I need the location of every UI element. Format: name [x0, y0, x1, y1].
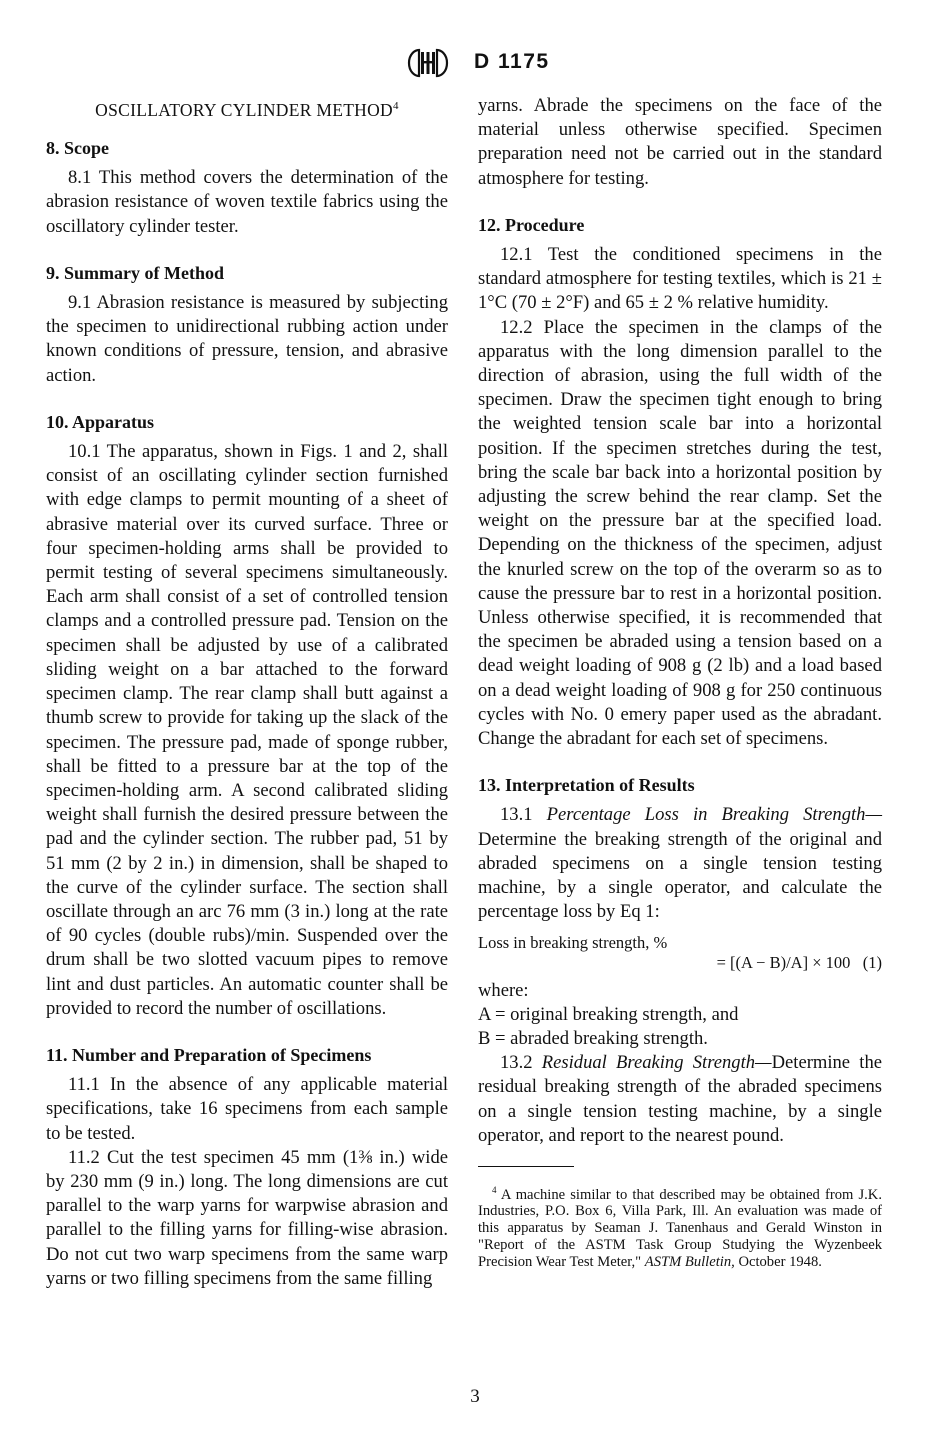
paragraph: 11.1 In the absence of any applicable material specifications, take 16 specimens from each sample to be tested. — [46, 1074, 448, 1144]
variable-definition: A = original breaking strength, and — [478, 1003, 739, 1025]
paragraph: 11.2 Cut the test specimen 45 mm (1⅜ in.) wide by 230 mm (9 in.) long. The long dimensions are cut parallel to the warp yarns for warpwise abrasion and parallel to the filling yarns for filling-wise abrasion. Do not cut two warp specimens from the same warp yarns or two filling specimens from the same filling — [46, 1146, 448, 1289]
section-interpretation — [478, 773, 882, 1148]
paragraph: 10.1 The apparatus, shown in Figs. 1 and 2, shall consist of an oscillating cylinder section furnished with edge clamps to permit mounting of a sheet of abrasive material over its curved surface. Three or four specimen-holding arms shall be provided to permit testing of several specimens simultaneously. Each arm shall consist of a set of controlled tension clamps and a controlled pressure pad. Tension on the specimen shall be adjusted by use of a calibrated sliding weight on a bar attached to the forward specimen clamp. The rear clamp shall butt against a thumb screw to provide for taking up the slack of the specimen. The pressure pad, made of sponge rubber, shall be fitted to a pressure bar at the top of the specimen-holding arm. A second calibrated sliding weight shall furnish the desired pressure between the pad and the cylinder section. The rubber pad, 51 by 51 mm (2 by 2 in.) in dimension, shall be shaped to the curve of the cylinder surface. The section shall oscillate through an arc 76 mm (3 in.) long at the rate of 90 cycles (double rubs)/min. Suspended over the drum shall be two slotted vacuum pipes to remove lint and dust particles. An automatic counter shall be provided to record the number of oscillations. — [46, 441, 448, 1019]
equation-number: (1) — [862, 952, 882, 972]
page-header — [0, 48, 950, 82]
paragraph: 12.2 Place the specimen in the clamps of the apparatus with the long dimension parallel to the direction of abrasion, using the full width of the specimen. Draw the specimen tight enough to bring the weighted tension scale bar into a horizontal position. If the specimen stretches during the test, bring the scale bar back into a horizontal position by adjusting the screw behind the rear clamp. Set the weight on the pressure bar at the specified load. Depending on the thickness of the specimen, adjust the knurled screw on the top of the overarm so as to cause the pressure bar to rest in a horizontal position. Unless otherwise specified, it is recommended that the specimen be abraded using a tension based on a dead weight loading of 908 g (2 lb) and a load based on a dead weight loading of 908 g for 250 continuous cycles with No. 0 emery paper used as the abradant. Change the abradant for each set of specimens. — [478, 316, 882, 750]
paragraph: 12.1 Test the conditioned specimens in the standard atmosphere for testing textiles, which is 21 ± 1°C (70 ± 2°F) and 65 ± 2 % relative humidity. — [478, 244, 882, 314]
page-number: 3 — [470, 1386, 480, 1407]
paragraph: 8.1 This method covers the determination of the abrasion resistance of woven textile fabrics using the oscillatory cylinder tester. — [46, 167, 448, 237]
equation — [478, 933, 882, 973]
where-label: where: — [478, 979, 529, 1001]
section-continuation — [478, 94, 882, 191]
paragraph: 13.1 Percentage Loss in Breaking Strength—Determine the breaking strength of the original and abraded specimens on a single tension testing machine, by a single operator, and calculate the percentage loss by Eq 1: — [478, 804, 882, 923]
section-procedure — [478, 213, 882, 751]
equation-formula: = [(A − B)/A] × 100 (1) — [716, 952, 882, 972]
section-heading: 9. Summary of Method — [46, 262, 224, 283]
right-column — [478, 94, 882, 1286]
method-title: OSCILLATORY CYLINDER METHOD$^4$ — [95, 99, 399, 120]
section-apparatus — [46, 410, 448, 1021]
footnote-ref: 4 — [393, 100, 399, 112]
footnote: $^4$ A machine similar to that described may be obtained from J.K. Industries, P.O. Box 6, Villa Park, Ill. An evaluation was made of this apparatus by Seaman J. Tanenhaus and Gerald Winston in "Report of the ASTM Task Group Studying the Wyzenbeek Precision Wear Test Meter," ASTM Bulletin, October 1948. — [478, 1184, 882, 1271]
equation-label: Loss in breaking strength, % — [478, 932, 668, 952]
section-heading: 8. Scope — [46, 138, 109, 159]
section-heading: 13. Interpretation of Results — [478, 775, 695, 796]
variable-definition: B = abraded breaking strength. — [478, 1027, 708, 1049]
section-specimens — [46, 1043, 448, 1291]
section-heading: 10. Apparatus — [46, 411, 155, 432]
left-column — [46, 94, 448, 1313]
section-summary — [46, 261, 448, 388]
paragraph: 13.2 Residual Breaking Strength—Determine the residual breaking strength of the abraded specimens on a single tension testing machine, by a single operator, and report to the nearest pound. — [478, 1052, 882, 1146]
astm-logo-icon — [405, 48, 451, 78]
section-heading: 12. Procedure — [478, 214, 585, 235]
footnote-divider — [478, 1166, 574, 1167]
section-heading: 11. Number and Preparation of Specimens — [46, 1044, 372, 1065]
standard-designation: D 1175 — [474, 50, 550, 73]
paragraph: 9.1 Abrasion resistance is measured by subjecting the specimen to unidirectional rubbing action under known conditions of pressure, tension, and abrasive action. — [46, 292, 448, 386]
paragraph: yarns. Abrade the specimens on the face of the material unless otherwise specified. Specimen preparation need not be carried out in the standard atmosphere for testing. — [478, 95, 882, 189]
section-scope — [46, 136, 448, 239]
